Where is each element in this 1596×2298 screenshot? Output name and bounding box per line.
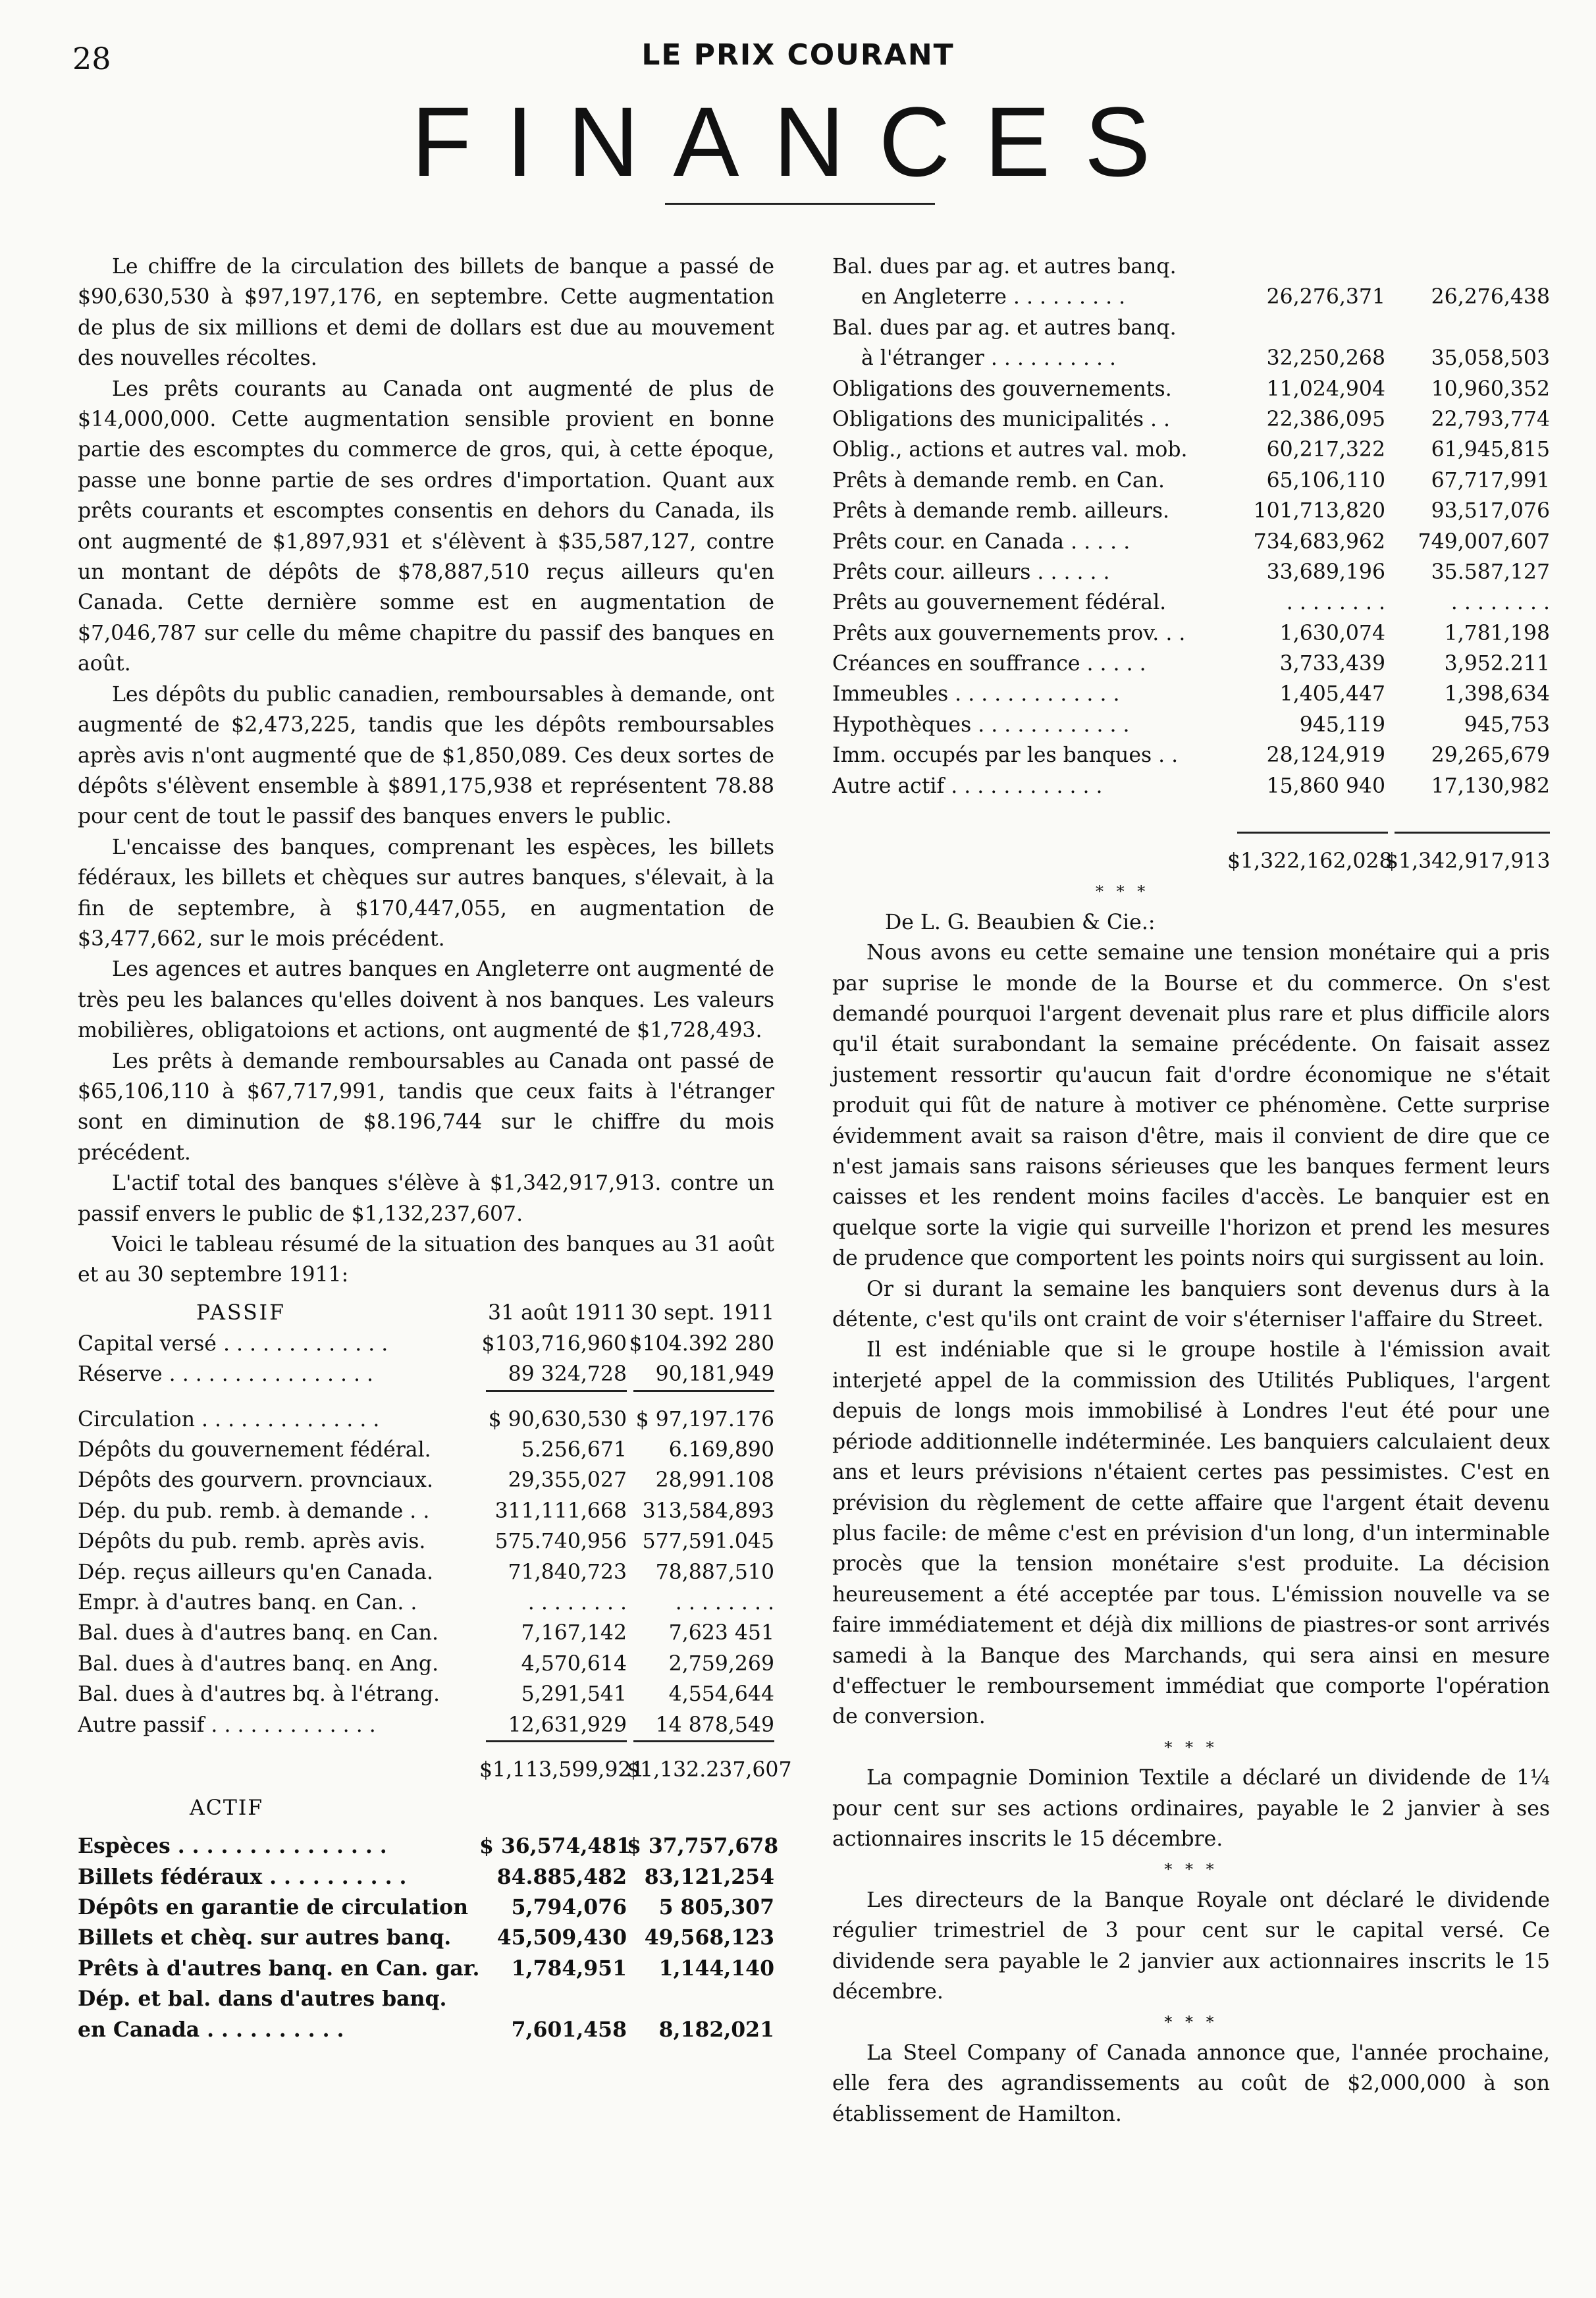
value-august: 45,509,430 (496, 1925, 627, 1950)
value-august: 84.885,482 (496, 1864, 627, 1889)
value-september: 17,130,982 (1431, 774, 1550, 798)
actif-total-row (832, 846, 1550, 876)
actif-heading: ACTIF (190, 1796, 264, 1821)
value-september: $ 97,197.176 (635, 1407, 774, 1431)
value-september: 3,952.211 (1444, 652, 1550, 676)
actif-rows-left (78, 1831, 779, 2045)
row-label: Autre passif . . . . . . . . . . . . . (78, 1713, 376, 1737)
row-label: Dép. du pub. remb. à demande . . (78, 1499, 430, 1523)
value-september: $ 37,757,678 (627, 1834, 779, 1859)
value-september: 35,058,503 (1431, 346, 1550, 371)
value-september: . . . . . . . . (675, 1590, 774, 1615)
article-paragraph: Les agences et autres banques en Angleterre ont augmenté de très peu les balances qu'elles doivent à nos banques. Les valeurs mobilières, obligatoions et actions, ont augmenté de $1,728,493. (78, 957, 774, 1043)
table-row (78, 1984, 774, 2014)
value-september: 28,991.108 (655, 1468, 774, 1493)
table-row (78, 1679, 774, 1709)
actif-rows-right (832, 252, 1550, 801)
value-august: 945,119 (1299, 712, 1385, 737)
table-row (832, 587, 1550, 618)
passif-total-september: $1,132.237,607 (627, 1757, 792, 1782)
value-august: 11,024,904 (1266, 377, 1385, 401)
value-september: 10,960,352 (1431, 377, 1550, 401)
value-august: 89 324,728 (508, 1362, 627, 1387)
table-row (832, 649, 1550, 679)
value-september: 749,007,607 (1418, 529, 1550, 554)
article-paragraph: L'encaisse des banques, comprenant les espèces, les billets fédéraux, les billets et chèques sur autres banques, s'élevait, à la fin de septembre, à $170,447,055, en augmentation de $3,477,662, sur le mois précédent. (78, 835, 774, 951)
subtotal-rule (78, 1390, 774, 1404)
article-paragraph: Voici le tableau résumé de la situation des banques au 31 août et au 30 septembre 1911: (78, 1233, 774, 1287)
row-label: Bal. dues par ag. et autres banq. (832, 315, 1177, 340)
value-september: 1,781,198 (1444, 621, 1550, 645)
value-august: 1,405,447 (1279, 682, 1385, 707)
value-august: 575.740,956 (494, 1530, 627, 1554)
value-september: 90,181,949 (655, 1362, 774, 1387)
running-head: LE PRIX COURANT (641, 38, 955, 72)
actif-total-rule (832, 832, 1550, 846)
value-august: 12,631,929 (508, 1713, 627, 1737)
value-september: . . . . . . . . (1450, 591, 1550, 615)
section-separator: * * * (1164, 1738, 1218, 1757)
row-label: Obligations des municipalités . . (832, 407, 1171, 431)
row-label: Prêts cour. en Canada . . . . . (832, 529, 1130, 554)
value-august: 311,111,668 (494, 1499, 627, 1523)
table-row (78, 1892, 774, 1923)
row-label: Hypothèques . . . . . . . . . . . . (832, 712, 1130, 737)
table-row (78, 1557, 774, 1588)
attribution: De L. G. Beaubien & Cie.: (885, 910, 1156, 934)
row-label: Dépôts du pub. remb. après avis. (78, 1530, 426, 1554)
row-label: Immeubles . . . . . . . . . . . . . (832, 682, 1120, 707)
table-row (78, 1710, 774, 1740)
note-paragraph: La compagnie Dominion Textile a déclaré un dividende de 1¼ pour cent sur ses actions ordinaires, payable le 2 janvier à ses actionnaires inscrits le 15 décembre. (832, 1766, 1550, 1851)
table-row (832, 343, 1550, 373)
table-row (832, 374, 1550, 404)
value-august: . . . . . . . . (1286, 591, 1385, 615)
row-label: Prêts à d'autres banq. en Can. gar. (78, 1956, 479, 1981)
right-column (832, 252, 1550, 2129)
left-column (78, 252, 792, 2045)
note-paragraph: La Steel Company of Canada annonce que, l'année prochaine, elle fera des agrandissements au coût de $2,000,000 à son établissement de Hamilton. (832, 2041, 1550, 2126)
table-row (78, 1618, 774, 1648)
table-row (78, 1359, 774, 1389)
title-rule (665, 203, 935, 205)
value-september: 35.587,127 (1431, 560, 1550, 584)
value-september: 313,584,893 (642, 1499, 774, 1523)
row-label: en Canada . . . . . . . . . . (78, 2017, 344, 2042)
actif-total-september: $1,342,917,913 (1385, 849, 1551, 874)
table-header (78, 1291, 774, 1329)
value-august: 22,386,095 (1266, 407, 1385, 431)
row-label: Dép. reçus ailleurs qu'en Canada. (78, 1560, 434, 1584)
total-rule (78, 1740, 774, 1755)
row-label: Obligations des gouvernements. (832, 377, 1172, 401)
value-september: 8,182,021 (658, 2017, 774, 2042)
article-paragraph: Les prêts à demande remboursables au Canada ont passé de $65,106,110 à $67,717,991, tandis que ceux faits à l'étranger sont en diminution de $8.196,744 sur le chiffre du mois précédent. (78, 1049, 774, 1165)
value-august: 26,276,371 (1266, 285, 1385, 309)
row-label: Bal. dues à d'autres bq. à l'étrang. (78, 1682, 440, 1707)
row-label: Espèces . . . . . . . . . . . . . . . (78, 1834, 387, 1859)
value-september: 4,554,644 (668, 1682, 774, 1707)
table-row (832, 466, 1550, 496)
row-label: Prêts aux gouvernements prov. . . (832, 621, 1186, 645)
value-august: 5,291,541 (521, 1682, 627, 1707)
value-august: 1,784,951 (511, 1956, 627, 1981)
row-label: Capital versé . . . . . . . . . . . . . (78, 1331, 388, 1356)
table-row (78, 1649, 774, 1679)
row-label: Dép. et bal. dans d'autres banq. (78, 1987, 447, 2012)
row-label: Billets fédéraux . . . . . . . . . . (78, 1864, 407, 1889)
row-label: Prêts à demande remb. en Can. (832, 468, 1165, 493)
section-title: FINANCES (411, 86, 1185, 197)
table-row (78, 1831, 779, 1861)
table-row (832, 618, 1550, 649)
beaubien-paragraph: Or si durant la semaine les banquiers sont devenus durs à la détente, c'est qu'ils ont craint de voir s'éterniser l'affaire du Street. (832, 1277, 1550, 1332)
value-september: 67,717,991 (1431, 468, 1550, 493)
table-row (832, 404, 1550, 435)
value-september: $104.392 280 (629, 1331, 774, 1356)
value-august: 7,601,458 (511, 2017, 627, 2042)
page-number: 28 (72, 41, 111, 76)
row-label: Imm. occupés par les banques . . (832, 743, 1179, 768)
row-label: Prêts au gouvernement fédéral. (832, 591, 1167, 615)
table-row (832, 527, 1550, 557)
value-august: 28,124,919 (1266, 743, 1385, 768)
row-label: Créances en souffrance . . . . . (832, 652, 1146, 676)
actif-total-august: $1,322,162,028 (1227, 849, 1393, 874)
value-september: 5 805,307 (658, 1895, 774, 1920)
value-august: 3,733,439 (1279, 652, 1385, 676)
value-september: 6.169,890 (668, 1437, 774, 1462)
value-september: 49,568,123 (644, 1925, 774, 1950)
table-row (78, 1404, 774, 1435)
value-september: 1,144,140 (658, 1956, 774, 1981)
value-september: 2,759,269 (668, 1651, 774, 1676)
value-august: 101,713,820 (1253, 499, 1385, 523)
value-september: 78,887,510 (655, 1560, 774, 1584)
section-separator: * * * (1164, 2013, 1218, 2032)
table-row (78, 1496, 774, 1526)
value-august: 5.256,671 (521, 1437, 627, 1462)
row-label: en Angleterre . . . . . . . . . (861, 285, 1126, 309)
table-row (78, 1526, 774, 1557)
row-label: Dépôts du gouvernement fédéral. (78, 1437, 431, 1462)
value-august: . . . . . . . . (527, 1590, 627, 1615)
value-august: $ 36,574,481 (479, 1834, 631, 1859)
value-september: 577,591.045 (642, 1530, 774, 1554)
row-label: Dépôts en garantie de circulation (78, 1895, 469, 1920)
row-label: Réserve . . . . . . . . . . . . . . . . (78, 1362, 374, 1387)
row-label: Empr. à d'autres banq. en Can. . (78, 1590, 417, 1615)
row-label: Circulation . . . . . . . . . . . . . . (78, 1407, 380, 1431)
table-row (832, 710, 1550, 740)
table-row (832, 679, 1550, 709)
article-paragraph: Le chiffre de la circulation des billets de banque a passé de $90,630,530 à $97,197,176, en septembre. Cette augmentation de plus de six millions et demi de dollars est due au mouvement des nouvelles récoltes. (78, 255, 774, 371)
table-row (78, 1923, 774, 1953)
row-label: Bal. dues à d'autres banq. en Ang. (78, 1651, 439, 1676)
article-paragraph: Les prêts courants au Canada ont augmenté de plus de $14,000,000. Cette augmentation sensible provient en bonne partie des escomptes du commerce de gros, qui, à cette époque, passe une bonne partie de ses ordres d'importation. Quant aux prêts courants et escomptes consentis en dehors du Canada, ils ont augmenté de $1,897,931 et s'élèvent à $35,587,127, contre un montant de dépôts de $78,887,510 reçus ailleurs qu'en Canada. Cette dernière somme est en augmentation de $7,046,787 sur celle du même chapitre du passif des banques en août. (78, 377, 774, 676)
row-label: Bal. dues à d'autres banq. en Can. (78, 1621, 439, 1645)
article-paragraph: Les dépôts du public canadien, remboursables à demande, ont augmenté de $2,473,225, tandis que les dépôts remboursables après avis n'ont augmenté que de $1,850,089. Ces deux sortes de dépôts s'élèvent ensemble à $891,175,938 et représentent 78.88 pour cent de tout le passif des banques envers le public. (78, 682, 774, 829)
value-september: 22,793,774 (1431, 407, 1550, 431)
value-august: 4,570,614 (521, 1651, 627, 1676)
value-august: 32,250,268 (1266, 346, 1385, 371)
value-september: 14 878,549 (655, 1713, 774, 1737)
table-row (832, 496, 1550, 526)
row-label: Autre actif . . . . . . . . . . . . (832, 774, 1103, 798)
passif-total-row (78, 1755, 792, 1785)
table-row (832, 313, 1550, 343)
table-row (78, 2015, 774, 2045)
passif-heading: PASSIF (196, 1301, 286, 1325)
value-august: 71,840,723 (508, 1560, 627, 1584)
value-september: 945,753 (1464, 712, 1550, 737)
section-separator: * * * (1096, 882, 1150, 901)
table-row (832, 435, 1550, 465)
row-label: à l'étranger . . . . . . . . . . (861, 346, 1117, 371)
table-row (832, 252, 1550, 282)
value-august: $ 90,630,530 (488, 1407, 627, 1431)
table-row (832, 557, 1550, 587)
table-row (78, 1954, 774, 1984)
row-label: Oblig., actions et autres val. mob. (832, 438, 1188, 462)
value-august: 33,689,196 (1266, 560, 1385, 584)
value-september: 83,121,254 (644, 1864, 774, 1889)
value-august: 65,106,110 (1266, 468, 1385, 493)
value-august: 29,355,027 (508, 1468, 627, 1493)
table-row (832, 740, 1550, 770)
table-row (78, 1862, 774, 1892)
note-paragraph: Les directeurs de la Banque Royale ont déclaré le dividende régulier trimestriel de 3 pour cent sur le capital versé. Ce dividende sera payable le 2 janvier aux actionnaires inscrits le 15 décembre. (832, 1888, 1550, 2004)
value-september: 7,623 451 (668, 1621, 774, 1645)
passif-rows (78, 1404, 774, 1740)
section-separator: * * * (1164, 1860, 1218, 1879)
value-august: $103,716,960 (481, 1331, 627, 1356)
value-august: 1,630,074 (1279, 621, 1385, 645)
value-august: 15,860 940 (1266, 774, 1385, 798)
row-label: Dépôts des gourvern. provnciaux. (78, 1468, 433, 1493)
table-row (78, 1329, 774, 1359)
row-label: Prêts cour. ailleurs . . . . . . (832, 560, 1110, 584)
value-august: 7,167,142 (521, 1621, 627, 1645)
row-label: Prêts à demande remb. ailleurs. (832, 499, 1170, 523)
table-row (78, 1435, 774, 1465)
passif-capital-rows (78, 1329, 774, 1390)
value-september: 93,517,076 (1431, 499, 1550, 523)
passif-total-august: $1,113,599,921 (479, 1757, 645, 1782)
article-paragraph: L'actif total des banques s'élève à $1,342,917,913. contre un passif envers le public de $1,132,237,607. (78, 1171, 774, 1226)
value-september: 1,398,634 (1444, 682, 1550, 707)
value-august: 60,217,322 (1266, 438, 1385, 462)
table-row (832, 771, 1550, 801)
value-september: 26,276,438 (1431, 285, 1550, 309)
beaubien-paragraph: Nous avons eu cette semaine une tension monétaire qui a pris par suprise le monde de la Bourse et du commerce. On s'est demandé pourquoi l'argent devenait plus rare et plus difficile alors qu'il était surabondant la semaine précédente. On faisait assez justement ressortir qu'aucun fait d'ordre économique ne s'était produit qui fût de nature à motiver ce phénomène. Cette surprise évidemment avait sa raison d'être, mais il convient de dire que ce n'est jamais sans raisons sérieuses que les banques ferment leurs caisses et les rendent moins faciles d'accès. Le banquier est en quelque sorte la vigie qui surveille l'horizon et prend les mesures de prudence que comportent les points noirs qui surgissent au loin. (832, 941, 1550, 1271)
value-august: 5,794,076 (511, 1895, 627, 1920)
value-september: 61,945,815 (1431, 438, 1550, 462)
value-september: 29,265,679 (1431, 743, 1550, 768)
row-label: Billets et chèq. sur autres banq. (78, 1925, 452, 1950)
value-august: 734,683,962 (1253, 529, 1385, 554)
column-header-september: 30 sept. 1911 (631, 1301, 774, 1325)
column-header-august: 31 août 1911 (488, 1301, 627, 1325)
table-row (78, 1465, 774, 1495)
row-label: Bal. dues par ag. et autres banq. (832, 255, 1177, 279)
table-row (832, 282, 1550, 312)
table-row (78, 1588, 774, 1618)
beaubien-paragraph: Il est indéniable que si le groupe hostile à l'émission avait interjeté appel de la commission des Utilités Publiques, l'argent depuis de longs mois immobilisé à Londres l'eut été pour une période additionnelle indéterminée. Les banquiers calculaient deux ans et leurs prévisions n'étaient certes pas pessimistes. C'est en prévision du règlement de cette affaire que l'argent était devenu plus facile: de même c'est en prévision d'un long, d'un interminable procès que la tension monétaire s'est produite. La décision heureusement a été acceptée par tous. L'émission nouvelle va se faire immédiatement et déjà dix millions de piastres-or sont arrivés samedi à la Banque des Marchands, qui sera ainsi en mesure d'effectuer le remboursement immédiat que comporte l'opération de conversion. (832, 1338, 1550, 1729)
